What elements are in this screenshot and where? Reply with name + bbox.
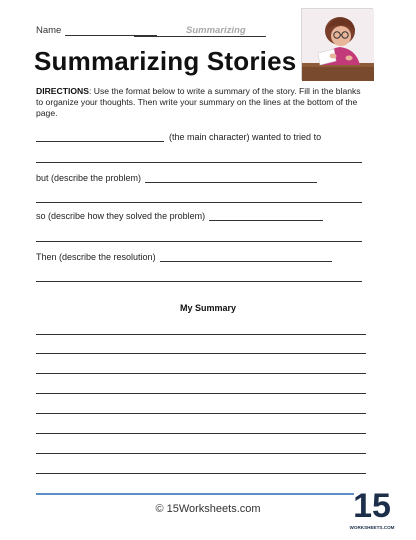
name-row [36, 25, 157, 36]
summary-line[interactable] [36, 373, 366, 374]
name-field[interactable] [65, 27, 157, 36]
summary-line[interactable] [36, 353, 366, 354]
prompt-character: (the main character) wanted to tried to [169, 132, 322, 142]
directions-text: : Use the format below to write a summary of the story. Fill in the blanks to organize your thoughts. Then write your summary on the lines at the bottom of the page. [36, 86, 361, 118]
footer-copyright[interactable]: © 15Worksheets.com [155, 503, 261, 515]
answer-line[interactable] [36, 202, 362, 203]
subject-label: Summarizing [186, 25, 246, 36]
summary-line[interactable] [36, 334, 366, 335]
problem-blank[interactable] [145, 174, 317, 183]
logo-number: 15 [353, 487, 391, 525]
prompt-solution: so (describe how they solved the problem) [36, 211, 206, 221]
directions-label: DIRECTIONS [36, 86, 89, 96]
footer-rule [36, 493, 366, 495]
woman-reading-icon [301, 8, 373, 80]
summary-line[interactable] [36, 393, 366, 394]
summary-line[interactable] [36, 413, 366, 414]
prompt-problem: but (describe the problem) [36, 173, 142, 183]
prompt-resolution: Then (describe the resolution) [36, 252, 156, 262]
15worksheets-logo [349, 485, 395, 535]
summary-title: My Summary [179, 303, 237, 313]
solution-blank[interactable] [209, 212, 323, 221]
resolution-blank[interactable] [160, 253, 332, 262]
prompt-solution-row [36, 211, 323, 221]
subject-underline [134, 36, 266, 37]
prompt-resolution-row [36, 252, 332, 262]
summary-line[interactable] [36, 473, 366, 474]
page-title: Summarizing Stories [34, 46, 297, 76]
answer-line[interactable] [36, 281, 362, 282]
prompt-problem-row [36, 173, 317, 183]
prompt-character-row [36, 132, 321, 142]
name-label: Name [36, 25, 62, 36]
summary-line[interactable] [36, 453, 366, 454]
answer-line[interactable] [36, 241, 362, 242]
answer-line[interactable] [36, 162, 362, 163]
logo-word: WORKSHEETS.COM [349, 525, 395, 530]
directions [36, 86, 368, 119]
character-blank[interactable] [36, 133, 164, 142]
summary-line[interactable] [36, 433, 366, 434]
